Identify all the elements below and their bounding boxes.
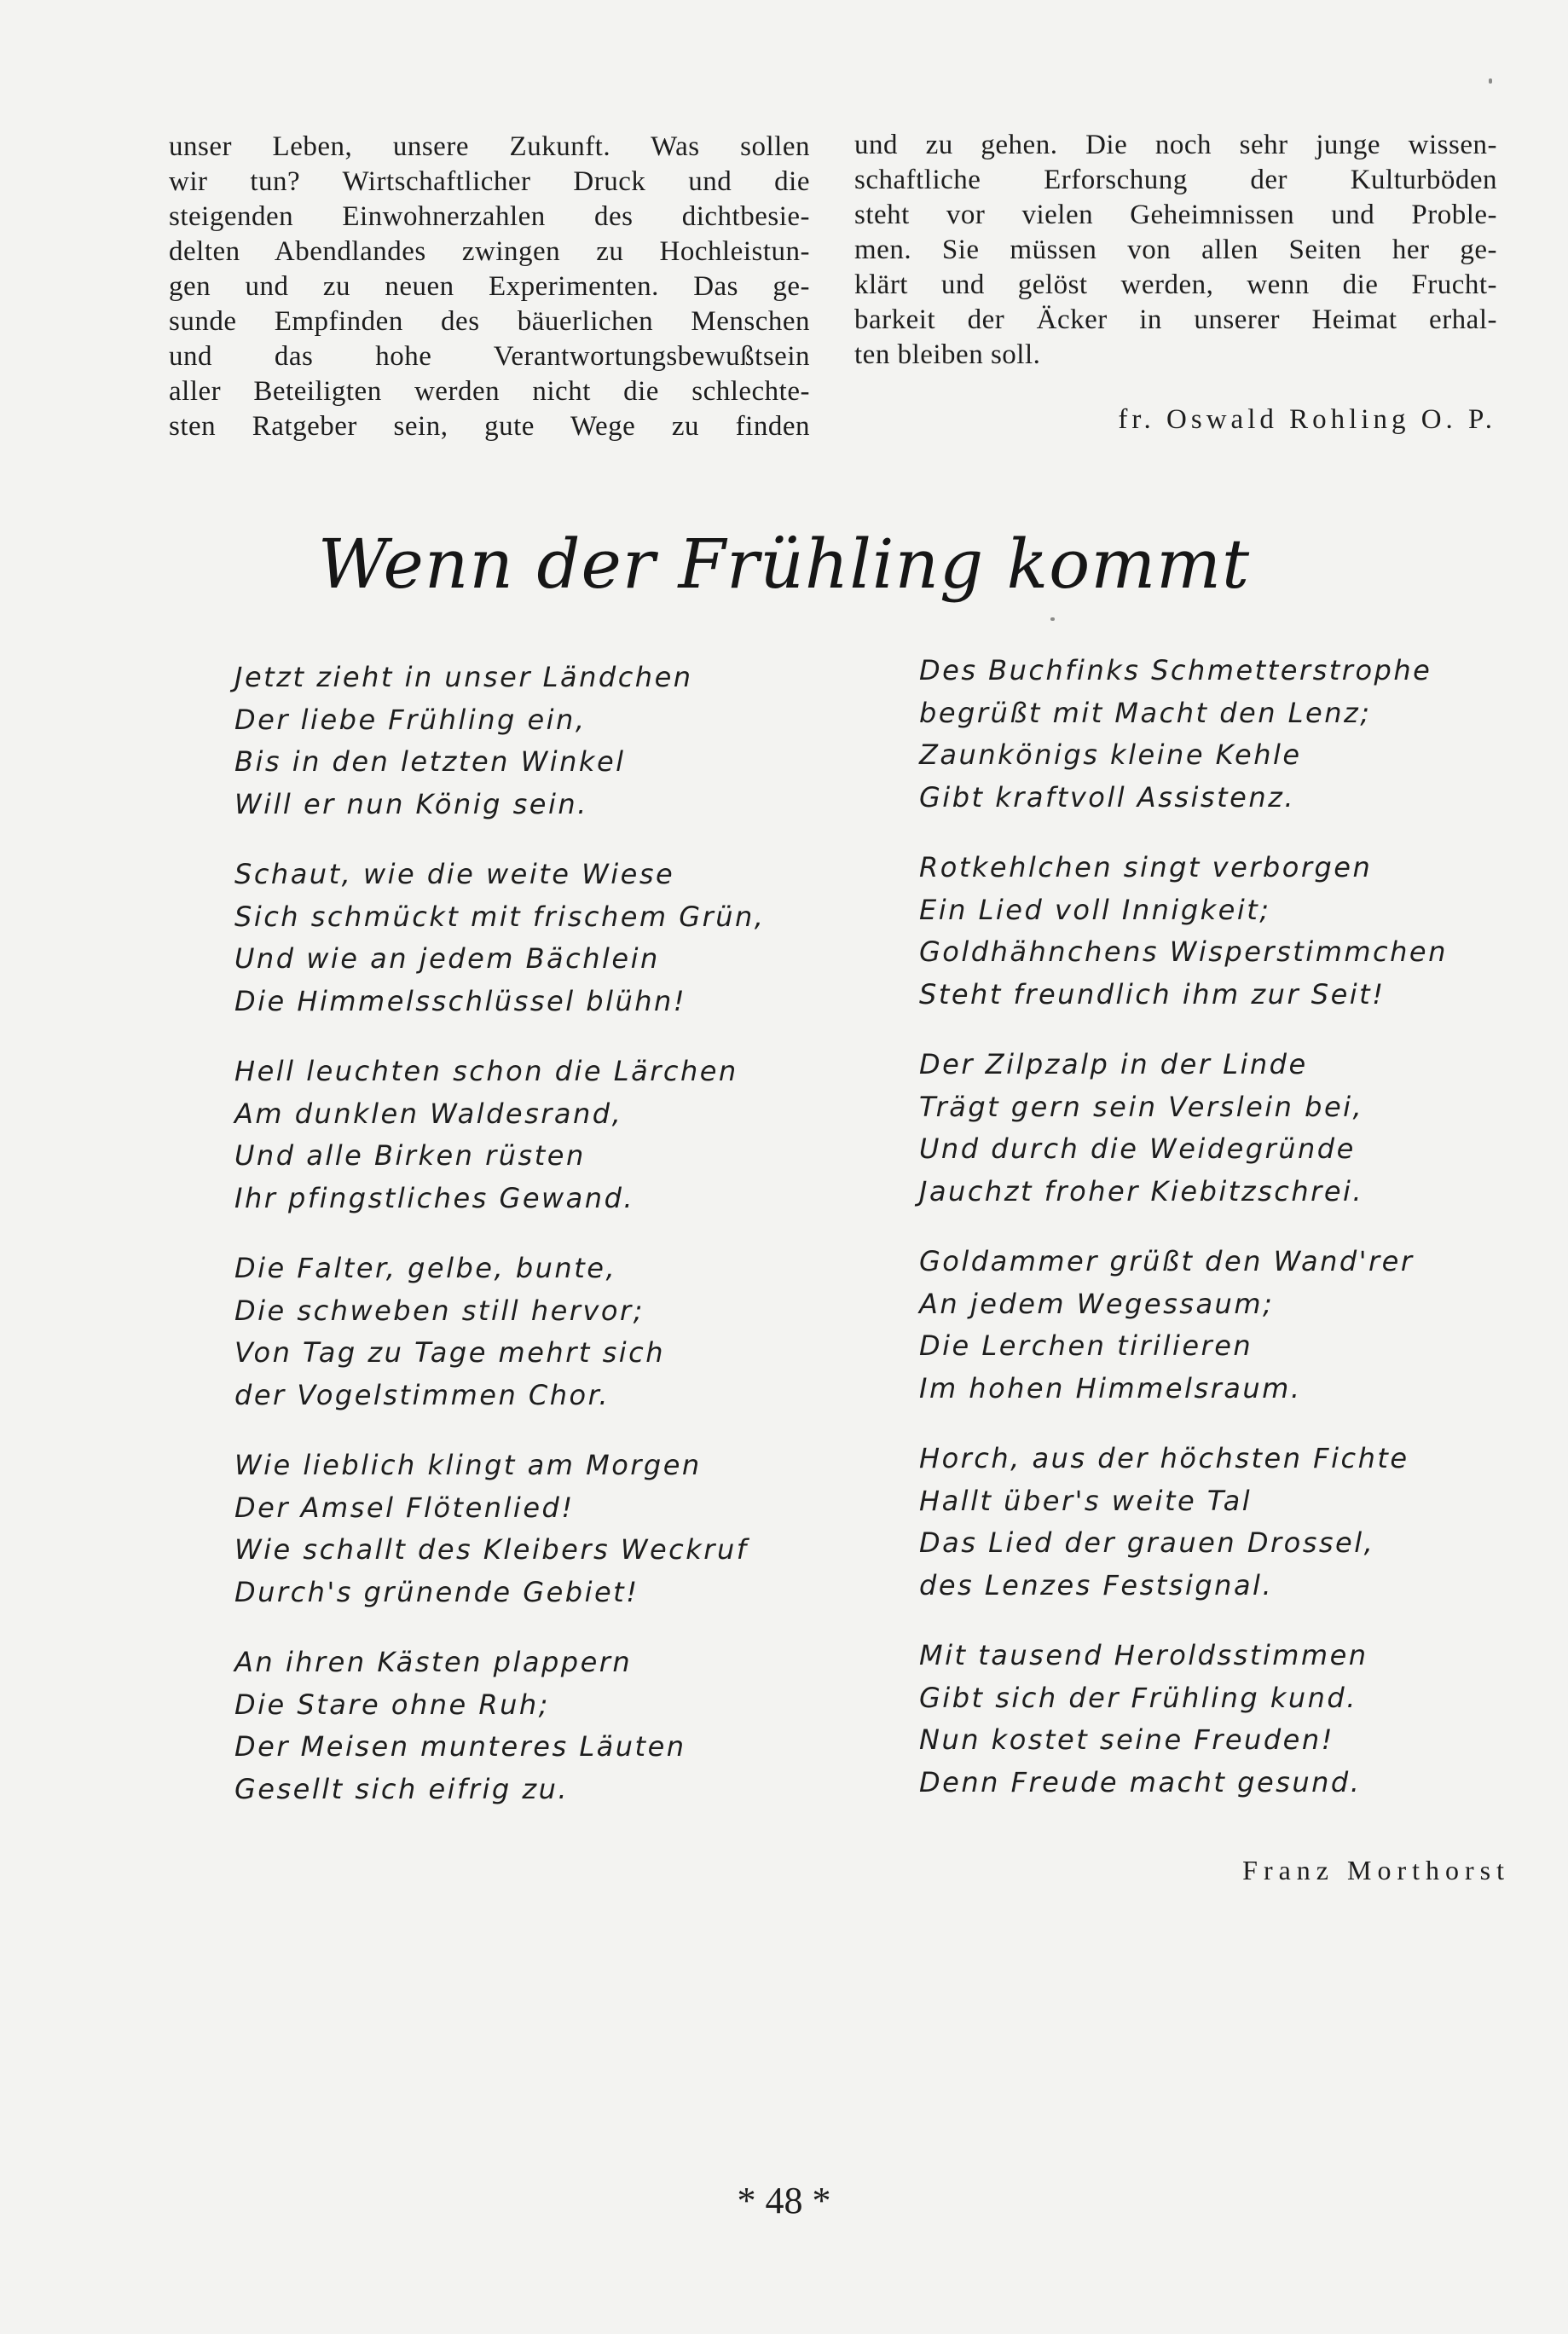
verse-line: Die Stare ohne Ruh; <box>234 1688 550 1721</box>
verse-line: Zaunkönigs kleine Kehle <box>919 738 1302 771</box>
stanza <box>234 1642 765 1810</box>
verse-line: Das Lied der grauen Drossel, <box>919 1526 1375 1559</box>
verse-line: Der liebe Frühling ein, <box>234 703 587 736</box>
stanza <box>919 847 1448 1016</box>
essay-line: steigenden Einwohnerzahlen des dichtbesie- <box>169 201 810 232</box>
verse-line: Hell leuchten schon die Lärchen <box>234 1055 738 1087</box>
verse-line: Denn Freude macht gesund. <box>919 1765 1362 1798</box>
verse-line: Die schweben still hervor; <box>234 1294 645 1327</box>
verse-line: Der Amsel Flötenlied! <box>234 1491 575 1524</box>
verse-line: begrüßt mit Macht den Lenz; <box>919 696 1372 729</box>
essay-line: und das hohe Verantwortungsbewußtsein <box>169 341 810 372</box>
verse-line: Am dunklen Waldesrand, <box>234 1097 623 1130</box>
verse-line: Nun kostet seine Freuden! <box>919 1723 1334 1756</box>
verse-line: Mit tausend Heroldsstimmen <box>919 1639 1368 1671</box>
verse-line: Hallt über's weite Tal <box>919 1484 1253 1517</box>
verse-line: An ihren Kästen plappern <box>234 1646 633 1678</box>
stanza <box>919 1635 1448 1804</box>
verse-line: Steht freundlich ihm zur Seit! <box>919 977 1386 1011</box>
print-speck <box>1489 78 1492 84</box>
verse-line: Wie schallt des Kleibers Weckruf <box>234 1533 749 1566</box>
poem-left-column <box>234 657 765 1839</box>
verse-line: Goldhähnchens Wisperstimmchen <box>919 935 1448 968</box>
essay-line: men. Sie müssen von allen Seiten her ge- <box>854 235 1497 265</box>
verse-line: Und alle Birken rüsten <box>234 1139 586 1172</box>
verse-line: Durch's grünende Gebiet! <box>234 1575 639 1608</box>
stanza <box>919 650 1448 819</box>
verse-line: Rotkehlchen singt verborgen <box>919 851 1373 883</box>
essay-line: ten bleiben soll. <box>854 339 1041 370</box>
verse-line: Horch, aus der höchsten Fichte <box>919 1442 1409 1474</box>
verse-line: Bis in den letzten Winkel <box>234 745 626 778</box>
essay-line: unser Leben, unsere Zukunft. Was sollen <box>169 131 810 162</box>
essay-line: sunde Empfinden des bäuerlichen Menschen <box>169 306 810 337</box>
poem-author: Franz Morthorst <box>1242 1855 1510 1885</box>
verse-line: Im hohen Himmelsraum. <box>919 1371 1302 1404</box>
verse-line: der Vogelstimmen Chor. <box>234 1378 610 1411</box>
verse-line: Die Lerchen tirilieren <box>919 1329 1253 1362</box>
essay-line: wir tun? Wirtschaftlicher Druck und die <box>169 166 810 197</box>
essay-right-column <box>854 128 1497 373</box>
stanza <box>919 1438 1448 1607</box>
essay-line: und zu gehen. Die noch sehr junge wissen- <box>854 130 1497 160</box>
stanza <box>234 1248 765 1416</box>
verse-line: Des Buchfinks Schmetterstrophe <box>919 654 1432 686</box>
essay-left-column <box>169 130 810 444</box>
poem-right-column <box>919 650 1448 1832</box>
stanza <box>919 1044 1448 1213</box>
verse-line: Trägt gern sein Verslein bei, <box>919 1090 1364 1123</box>
essay-line: delten Abendlandes zwingen zu Hochleistun- <box>169 236 810 267</box>
verse-line: Jauchzt froher Kiebitzschrei. <box>919 1174 1364 1208</box>
verse-line: Die Himmelsschlüssel blühn! <box>234 984 687 1017</box>
page-number: * 48 * <box>737 2180 831 2221</box>
verse-line: Gesellt sich eifrig zu. <box>234 1772 570 1805</box>
verse-line: Sich schmückt mit frischem Grün, <box>234 900 766 933</box>
print-speck <box>1050 617 1055 621</box>
verse-line: Gibt sich der Frühling kund. <box>919 1681 1357 1714</box>
verse-line: Die Falter, gelbe, bunte, <box>234 1252 617 1284</box>
essay-line: klärt und gelöst werden, wenn die Frucht- <box>854 269 1497 300</box>
stanza <box>234 854 765 1022</box>
verse-line: des Lenzes Festsignal. <box>919 1568 1274 1601</box>
essay-line: barkeit der Äcker in unserer Heimat erhal- <box>854 304 1497 335</box>
verse-line: Gibt kraftvoll Assistenz. <box>919 780 1296 814</box>
verse-line: Und durch die Weidegründe <box>919 1132 1356 1165</box>
verse-line: Wie lieblich klingt am Morgen <box>234 1449 702 1481</box>
verse-line: An jedem Wegessaum; <box>919 1287 1275 1320</box>
verse-line: Goldammer grüßt den Wand'rer <box>919 1245 1415 1277</box>
stanza <box>234 657 765 825</box>
verse-line: Ihr pfingstliches Gewand. <box>234 1181 635 1214</box>
essay-line: sten Ratgeber sein, gute Wege zu finden <box>169 411 810 442</box>
essay-line: steht vor vielen Geheimnissen und Proble- <box>854 200 1497 230</box>
verse-line: Der Zilpzalp in der Linde <box>919 1048 1308 1080</box>
verse-line: Und wie an jedem Bächlein <box>234 942 660 975</box>
verse-line: Jetzt zieht in unser Ländchen <box>234 661 693 693</box>
verse-line: Ein Lied voll Innigkeit; <box>919 893 1271 926</box>
verse-line: Der Meisen munteres Läuten <box>234 1730 686 1763</box>
stanza <box>234 1051 765 1219</box>
poem-title: Wenn der Frühling kommt <box>317 524 1251 604</box>
essay-line: aller Beteiligten werden nicht die schlechte- <box>169 376 810 407</box>
stanza <box>234 1445 765 1613</box>
verse-line: Von Tag zu Tage mehrt sich <box>234 1336 665 1369</box>
verse-line: Will er nun König sein. <box>234 787 588 820</box>
stanza <box>919 1241 1448 1410</box>
verse-line: Schaut, wie die weite Wiese <box>234 858 675 890</box>
essay-line: gen und zu neuen Experimenten. Das ge- <box>169 271 810 302</box>
essay-line: schaftliche Erforschung der Kulturböden <box>854 165 1497 195</box>
essay-author: fr. Oswald Rohling O. P. <box>1118 404 1496 435</box>
